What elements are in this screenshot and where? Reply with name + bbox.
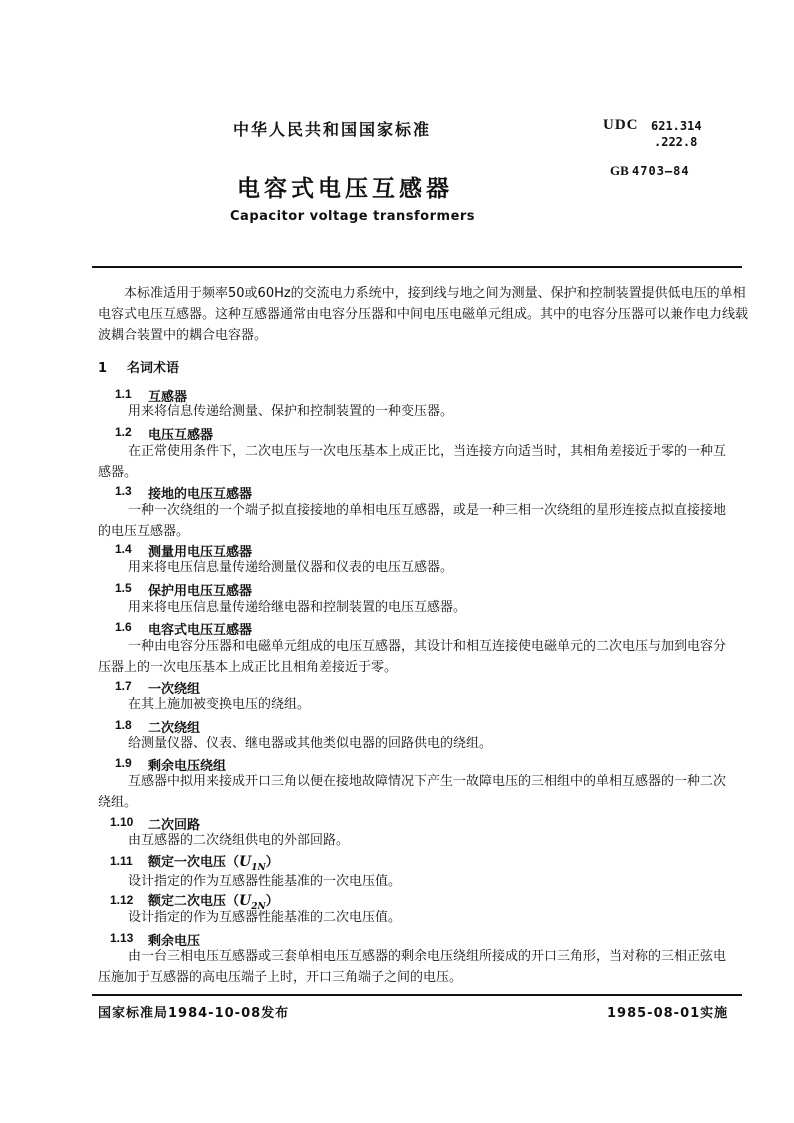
term-number: 1.5: [115, 581, 132, 595]
symbol-letter: U: [239, 893, 252, 909]
term-name: 电压互感器: [148, 428, 214, 443]
symbol-letter: U: [239, 854, 252, 870]
term-name: 额定一次电压$(U_{1N})$: [148, 854, 279, 873]
term-number: 1.11: [110, 854, 133, 868]
symbol-subscript: 1N: [251, 862, 266, 873]
term-name: 剩余电压: [148, 934, 201, 949]
term-name: 电容式电压互感器: [148, 623, 253, 638]
gb-number: 4703—84: [632, 164, 690, 178]
top-divider: [92, 266, 742, 268]
bottom-divider: [92, 994, 742, 996]
term-name: 剩余电压绕组: [148, 759, 227, 774]
term-name: 测量用电压互感器: [148, 545, 253, 560]
term-name: 额定二次电压$(U_{2N})$: [148, 893, 279, 912]
udc-label: UDC: [603, 117, 639, 133]
document-title-english: Capacitor voltage transformers: [230, 209, 476, 224]
term-definition: 用来将电压信息量传递给继电器和控制装置的电压互感器。: [128, 600, 467, 615]
section-number: 1: [98, 361, 108, 376]
term-number: 1.4: [115, 542, 132, 556]
issued-date: 国家标准局1984-10-08发布: [98, 1006, 290, 1021]
section-title: 名词术语: [127, 361, 180, 376]
term-name: 二次绕组: [148, 721, 201, 736]
term-definition: 设计指定的作为互感器性能基准的二次电压值。: [128, 910, 402, 925]
term-number: 1.10: [110, 815, 134, 829]
term-number: 1.3: [115, 484, 132, 498]
term-definition: 一种由电容分压器和电磁单元组成的电压互感器，其设计和相互连接使电磁单元的二次电压与加到电容分压器上的一次电压基本上成正比且相角差接近于零。: [98, 639, 727, 675]
term-name-text: 额定二次电压: [148, 894, 227, 909]
term-number: 1.6: [115, 620, 132, 634]
term-name: 保护用电压互感器: [148, 584, 253, 599]
gb-label: GB: [610, 163, 629, 178]
udc-code-line1: 621.314: [651, 119, 702, 133]
term-definition: 用来将电压信息量传递给测量仪器和仪表的电压互感器。: [128, 560, 454, 575]
term-definition: 由互感器的二次绕组供电的外部回路。: [128, 833, 350, 848]
term-definition: 在其上施加被变换电压的绕组。: [128, 697, 311, 712]
gb-standard-number: [610, 163, 690, 179]
term-definition: 由一台三相电压互感器或三套单相电压互感器的剩余电压绕组所接成的开口三角形，当对称的三相正弦电压施加于互感器的高电压端子上时，开口三角端子之间的电压。: [98, 949, 727, 985]
term-name: 互感器: [148, 390, 188, 405]
term-definition: 用来将信息传递给测量、保护和控制装置的一种变压器。: [128, 404, 454, 419]
term-number: 1.7: [115, 679, 132, 693]
term-number: 1.2: [115, 425, 132, 439]
term-number: 1.12: [110, 893, 134, 907]
term-number: 1.9: [115, 756, 132, 770]
document-title: 电容式电压互感器: [237, 176, 453, 202]
term-name: 二次回路: [148, 818, 201, 833]
term-name-text: 额定一次电压: [148, 855, 227, 870]
term-definition: 在正常使用条件下，二次电压与一次电压基本上成正比，当连接方向适当时，其相角差接近于零的一种互感器。: [98, 444, 727, 480]
udc-code-line2: .222.8: [654, 135, 698, 149]
standard-name: 中华人民共和国国家标准: [233, 120, 432, 139]
term-name: 一次绕组: [148, 682, 201, 697]
term-number: 1.13: [110, 931, 134, 945]
term-name: 接地的电压互感器: [148, 487, 253, 502]
section-heading: [98, 357, 179, 376]
term-number: 1.8: [115, 718, 132, 732]
term-definition: 互感器中拟用来接成开口三角以便在接地故障情况下产生一故障电压的三相组中的单相互感器的一种二次绕组。: [98, 774, 727, 810]
term-definition: 一种一次绕组的一个端子拟直接接地的单相电压互感器，或是一种三相一次绕组的星形连接点拟直接接地的电压互感器。: [98, 503, 727, 539]
intro-paragraph: 本标准适用于频率50或60Hz的交流电力系统中，接到线与地之间为测量、保护和控制装置提供低电压的单相电容式电压互感器。这种互感器通常由电容分压器和中间电压电磁单元组成。其中的电容分压器可以兼作电力线载波耦合装置中的耦合电容器。: [98, 286, 749, 343]
term-definition: 设计指定的作为互感器性能基准的一次电压值。: [128, 874, 402, 889]
effective-date: 1985-08-01实施: [607, 1006, 729, 1021]
symbol-subscript: 2N: [251, 901, 266, 912]
term-definition: 给测量仪器、仪表、继电器或其他类似电器的回路供电的绕组。: [128, 736, 493, 751]
term-number: 1.1: [115, 387, 132, 401]
rated-primary-voltage-symbol: [239, 854, 266, 873]
